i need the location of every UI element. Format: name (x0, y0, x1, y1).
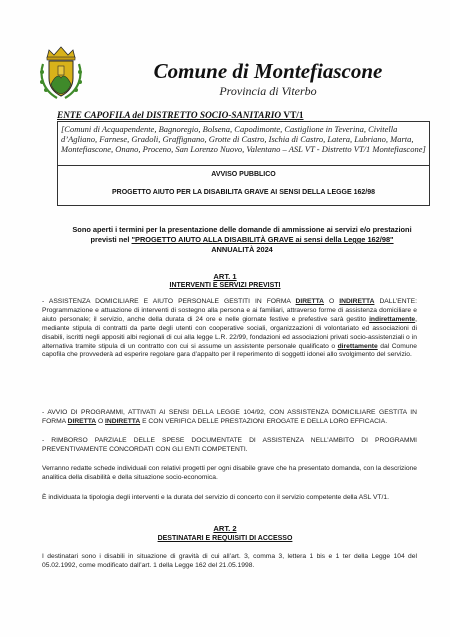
avviso-subtitle: PROGETTO AIUTO PER LA DISABILITA GRAVE AI SENSI DELLA LEGGE 162/98 (111, 189, 376, 196)
intro-text: Sono aperti i termini per la presentazione delle domande di ammissione ai servizi e/o prestazioni previsti nel (72, 225, 412, 244)
paragraph-rimborso: - RIMBORSO PARZIALE DELLE SPESE DOCUMENTATE DI ASSISTENZA NELL’AMBITO DI PROGRAMMI PREVENTIVAMENTE CONCORDATI CON GLI ENTI COMPETENTI. (42, 437, 417, 453)
p2-text-a: - AVVIO DI PROGRAMMI, ATTIVATI AI SENSI DELLA LEGGE 104/92, CON ASSISTENZA DOMICILIARE GESTITA IN FORMA (42, 409, 417, 425)
intro-paragraph (62, 225, 422, 255)
p1-diretta: DIRETTA (295, 298, 325, 305)
paragraph-tipologia: È individuata la tipologia degli interventi e la durata del servizio di concerto con il servizio competente della ASL VT/1. (42, 494, 389, 501)
intro-annualita: ANNUALITÀ 2024 (211, 245, 273, 254)
p2-text-c: E CON VERIFICA DELLE PRESTAZIONI EROGATE E DELLA LORO EFFICACIA. (140, 417, 388, 425)
art1-title: ART. 1 (213, 272, 237, 281)
avviso-box (57, 166, 430, 206)
p1-indiretta: INDIRETTA (339, 298, 375, 305)
p2-text-b: O (96, 417, 106, 425)
paragraph-destinatari: I destinatari sono i disabili in situazione di gravità di cui all’art. 3, comma 3, lettera 1 bis e 1 ter della Legge 104 del 05.02.1992, come modificato dall’art. 1 della Legge 162 del 21.05.1998. (42, 553, 417, 569)
p1-text-d: , mediante stipula di contratti da parte degli utenti con cooperative sociali, organizzazioni di volontariato ed associazioni di disabili, iscritti negli appositi albi regionali di cui alla legge L.R. 22/99, fondazioni ed associazioni privati socio-assistenziali o in alternativa tramite stipula di un contratto con cui si assume un assistente personale qualificato o (42, 315, 417, 350)
municipal-crest-icon (37, 44, 85, 102)
p1-indirettamente: indirettamente (369, 315, 416, 323)
p1-text-c: DALL’ENTE: Programmazione e attuazione di interventi di sostegno alla persona e ai familiari, attraverso forme di assistenza domiciliare e aiuto personale; il servizio, anche della durata di 24 ore e nelle giornate festive e prefestive sarà gestito (42, 298, 417, 323)
ente-capofila-heading (57, 111, 437, 121)
intro-project-name: "PROGETTO AIUTO ALLA DISABILITÀ GRAVE ai sensi della Legge 162/98" (131, 235, 394, 244)
p1-direttamente: direttamente (337, 342, 378, 350)
art2-title: ART. 2 (213, 524, 237, 533)
p1-text-b: O (324, 298, 340, 305)
art2-subtitle: DESTINATARI E REQUISITI DI ACCESSO (157, 535, 293, 542)
art1-subtitle: INTERVENTI E SERVIZI PREVISTI (169, 282, 281, 289)
p2-indiretta: INDIRETTA (105, 417, 141, 425)
capofila-suffix: VT/1 (283, 111, 304, 121)
p2-diretta: DIRETTA (67, 417, 97, 425)
provincia-subtitle: Provincia di Viterbo (219, 84, 317, 98)
p1-text-e: dal Comune capofila che provvederà ad esperire regolare gara d’appalto per il reperimento di soggetti idonei allo svolgimento del servizio. (42, 342, 417, 359)
comune-title: Comune di Montefiascone (153, 59, 383, 83)
capofila-prefix: ENTE CAPOFILA del DISTRETTO SOCIO-SANITARIO (57, 111, 284, 121)
paragraph-programmi (42, 409, 417, 427)
avviso-title: AVVISO PUBBLICO (211, 171, 276, 178)
paragraph-assistenza (42, 298, 417, 360)
comuni-list-box: [Comuni di Acquapendente, Bagnoregio, Bolsena, Capodimonte, Castiglione in Teverina, Civitella d’Agliano, Farnese, Gradoli, Graffignano, Grotte di Castro, Ischia di Castro, Latera, Lubriano, Marta, Montefiascone, Onano, Proceno, San Lorenzo Nuovo, Valentano – ASL VT - Distretto VT/1 Montefiascone] (57, 121, 430, 166)
p1-text-a: - ASSISTENZA DOMICILIARE E AIUTO PERSONALE GESTITI IN FORMA (42, 298, 296, 305)
paragraph-schede: Verranno redatte schede individuali con relativi progetti per ogni disabile grave che ha presentato domanda, con la descrizione analitica della disabilità e della situazione socio-economica. (42, 465, 417, 481)
